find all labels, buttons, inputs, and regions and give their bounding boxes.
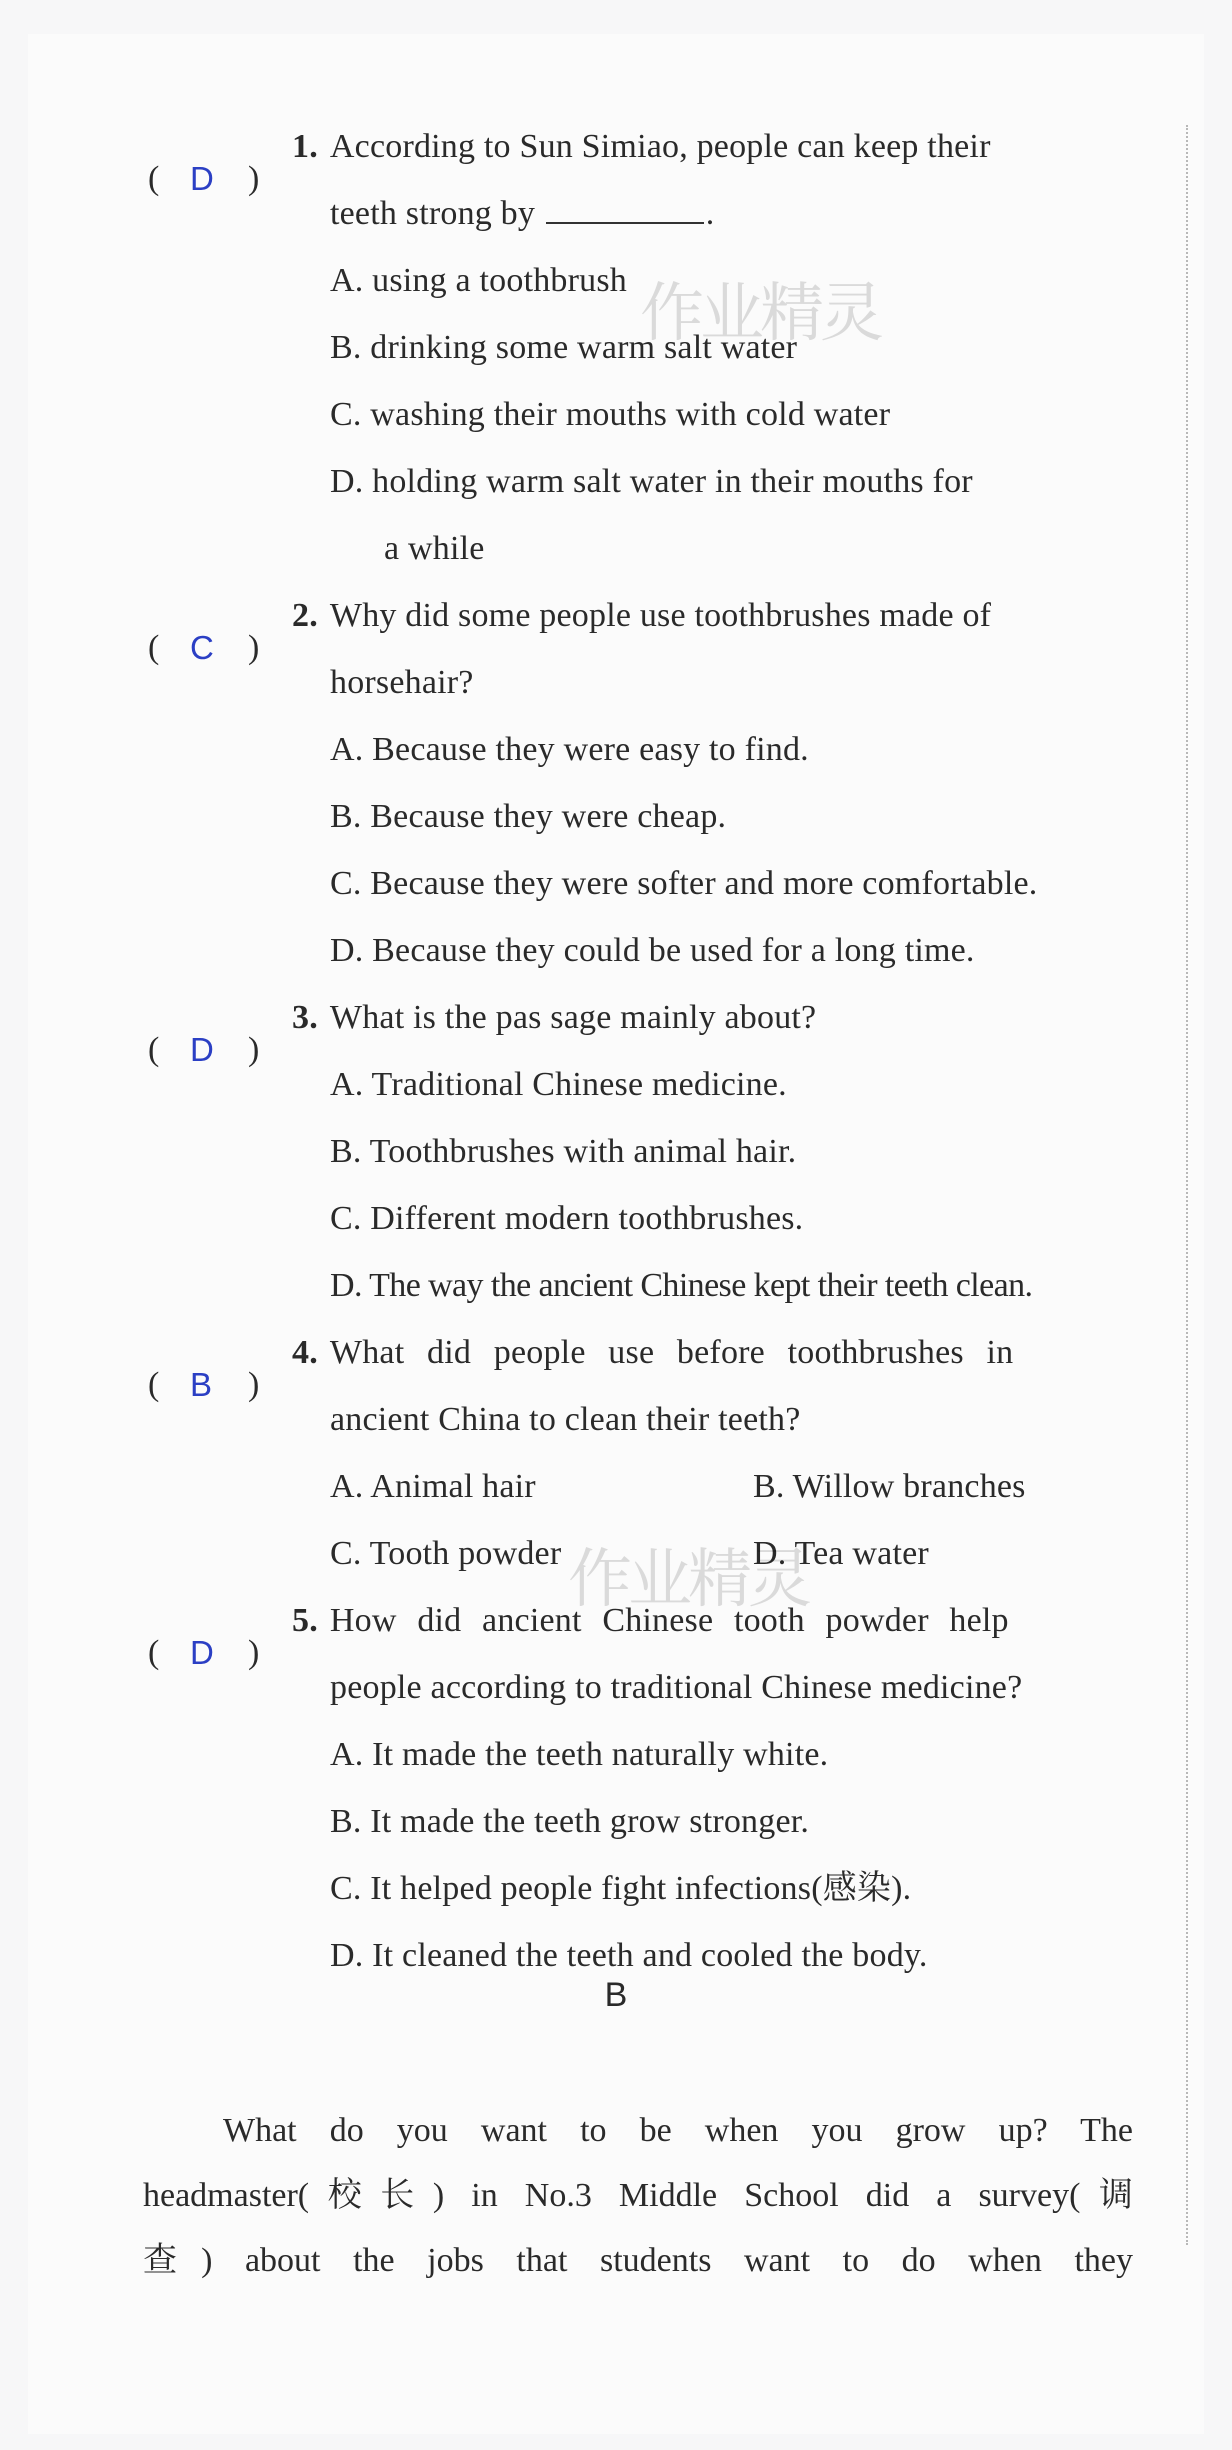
question-1-option-a: A. using a toothbrush [330,262,627,299]
question-5-answer: D [190,1634,215,1671]
answer-blank [546,194,704,224]
question-number: 1. [292,128,318,165]
section-heading: B [604,1976,628,2014]
passage-line-3: 查) about the jobs that students want to do when they [143,2242,1133,2279]
question-3-option-a: A. Traditional Chinese medicine. [330,1066,787,1103]
question-2-option-a: A. Because they were easy to find. [330,731,809,768]
passage-line-1: What do you want to be when you grow up? The [223,2112,1133,2149]
question-1-stem-cont: teeth strong by . [330,195,715,232]
watermark-logo: 作业精灵 [568,1543,808,1617]
question-2-option-c: C. Because they were softer and more comfortable. [330,865,1038,902]
passage [143,2098,1133,2293]
question-1-stem: ( D ) 1. According to Sun Simiao, people can keep their [140,125,991,169]
margin-dotted-rule [1186,125,1188,2245]
watermark-logo: 作业精灵 [640,277,880,351]
question-number: 2. [292,597,318,634]
question-number: 3. [292,999,318,1036]
question-5-option-b: B. It made the teeth grow stronger. [330,1803,810,1840]
question-4-option-d: D. Tea water [753,1535,929,1572]
question-5-option-d: D. It cleaned the teeth and cooled the body. [330,1937,928,1974]
passage-line-2: headmaster(校长) in No.3 Middle School did a survey(调 [143,2177,1133,2214]
question-4-stem: ( B ) 4. What did people use before toothbrushes in [140,1331,1013,1375]
question-4-stem-cont: ancient China to clean their teeth? [330,1401,801,1438]
question-3-option-b: B. Toothbrushes with animal hair. [330,1133,797,1170]
question-2-stem: ( C ) 2. Why did some people use toothbrushes made of [140,594,991,638]
question-4-answer: B [190,1366,213,1403]
question-5-option-a: A. It made the teeth naturally white. [330,1736,829,1773]
question-4-option-a: A. Animal hair [330,1468,536,1505]
question-2-option-b: B. Because they were cheap. [330,798,727,835]
question-5-stem: ( D ) 5. How did ancient Chinese tooth powder help [140,1599,1009,1643]
question-3-stem: ( D ) 3. What is the pas sage mainly about? [140,996,816,1040]
stem-text: Why did some people use toothbrushes made of [329,597,992,634]
question-4-option-c: C. Tooth powder [330,1535,562,1572]
question-3-answer: D [190,1031,215,1068]
question-1-answer: D [190,160,215,197]
question-4-option-b: B. Willow branches [753,1468,1026,1505]
question-1-option-d: D. holding warm salt water in their mouths for [330,463,973,500]
question-3-option-d: D. The way the ancient Chinese kept their teeth clean. [330,1267,1033,1304]
question-1-option-b: B. drinking some warm salt water [330,329,798,366]
question-5-option-c: C. It helped people fight infections(感染). [330,1870,912,1907]
stem-text: teeth strong by [330,195,536,232]
question-1-option-c: C. washing their mouths with cold water [330,396,891,433]
question-2-option-d: D. Because they could be used for a long time. [330,932,975,969]
question-5-stem-cont: people according to traditional Chinese medicine? [330,1669,1023,1706]
question-3-option-c: C. Different modern toothbrushes. [330,1200,804,1237]
question-2-answer: C [190,629,215,666]
question-2-stem-cont: horsehair? [330,664,474,701]
stem-text: According to Sun Simiao, people can keep their [329,128,991,165]
question-number: 4. [292,1334,318,1371]
stem-text: How did ancient Chinese tooth powder help [329,1602,1009,1639]
question-number: 5. [292,1602,318,1639]
stem-text: What did people use before toothbrushes in [329,1334,1014,1371]
question-1-option-d-cont: a while [384,530,485,567]
stem-text: What is the pas sage mainly about? [329,999,817,1036]
